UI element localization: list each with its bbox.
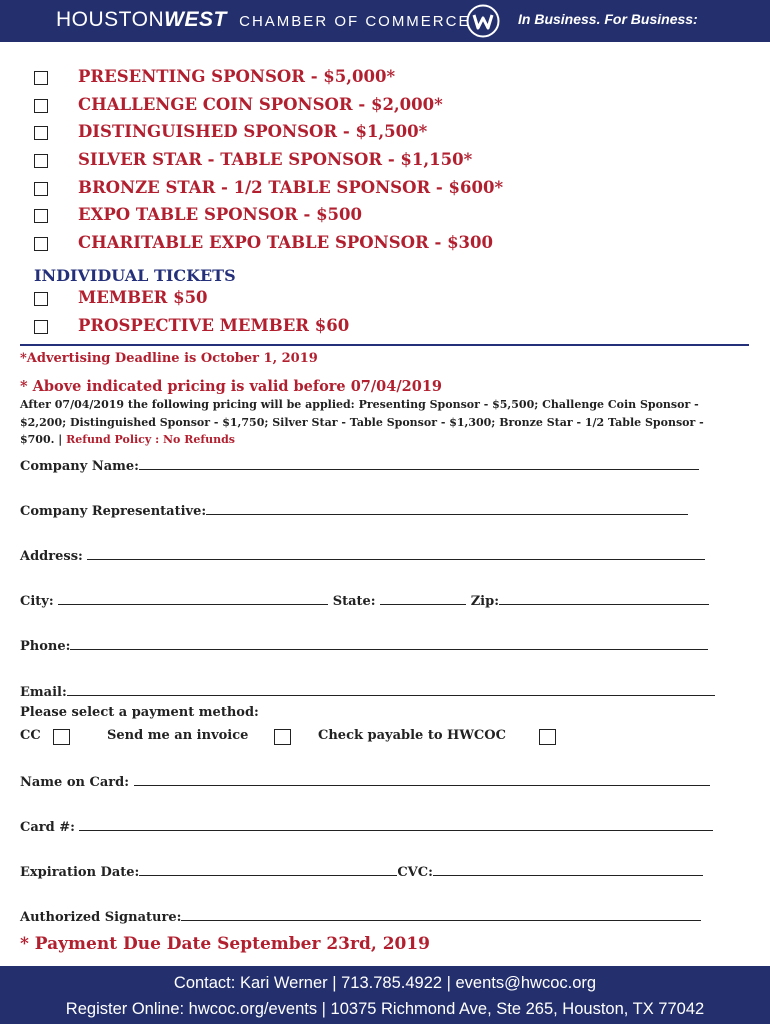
tagline: In Business. For Business: [518, 11, 698, 27]
card-number-label: Card #: [20, 820, 75, 835]
option-prospective-member: PROSPECTIVE MEMBER $60 [78, 316, 350, 335]
footer-register: Register Online: hwcoc.org/events | 10375 Richmond Ave, Ste 265, Houston, TX 77042 [65, 1000, 705, 1018]
address-field [20, 547, 705, 564]
divider [20, 344, 749, 346]
cvc-label: CVC: [397, 865, 433, 880]
brand-houston: HOUSTON [56, 8, 165, 31]
company-name-input[interactable] [139, 457, 699, 470]
checkbox-distinguished[interactable] [34, 126, 48, 140]
after-pricing-details: After 07/04/2019 the following pricing will be applied: Presenting Sponsor - $5,500; Challenge Coin Sponsor - $2,200; Distinguished Sponsor - $1,750; Silver Star - Table Sponsor - $1,300; Bronze Star - 1/2 Table Sponsor - $700. | [20, 398, 704, 446]
email-field [20, 683, 715, 700]
card-number-field [20, 818, 713, 835]
payment-cc-label: CC [20, 728, 41, 743]
email-input[interactable] [67, 683, 715, 696]
expiration-label: Expiration Date: [20, 865, 140, 880]
option-distinguished: DISTINGUISHED SPONSOR - $1,500* [78, 122, 428, 141]
company-name-label: Company Name: [20, 459, 139, 474]
signature-label: Authorized Signature: [20, 910, 182, 925]
expiration-input[interactable] [139, 863, 397, 876]
header-banner [0, 0, 770, 42]
option-challenge-coin: CHALLENGE COIN SPONSOR - $2,000* [78, 95, 443, 114]
city-state-zip-field [20, 592, 709, 609]
name-on-card-input[interactable] [134, 773, 710, 786]
zip-label: Zip: [470, 594, 500, 609]
checkbox-presenting[interactable] [34, 71, 48, 85]
pricing-note: * Above indicated pricing is valid before 07/04/2019 [20, 378, 443, 395]
option-presenting: PRESENTING SPONSOR - $5,000* [78, 67, 396, 86]
checkbox-check[interactable] [539, 729, 556, 745]
card-number-input[interactable] [79, 818, 713, 831]
payment-prompt: Please select a payment method: [20, 705, 259, 720]
after-pricing-text [20, 396, 740, 449]
phone-input[interactable] [70, 637, 708, 650]
signature-input[interactable] [181, 908, 701, 921]
zip-input[interactable] [499, 592, 709, 605]
city-label: City: [20, 594, 54, 609]
option-member: MEMBER $50 [78, 288, 208, 307]
phone-field [20, 637, 708, 654]
individual-tickets-heading: INDIVIDUAL TICKETS [34, 266, 236, 285]
option-bronze-star: BRONZE STAR - 1/2 TABLE SPONSOR - $600* [78, 178, 504, 197]
brand-west: WEST [164, 8, 227, 31]
payment-invoice-label: Send me an invoice [107, 728, 249, 743]
advertising-deadline: *Advertising Deadline is October 1, 2019 [20, 351, 318, 366]
refund-policy: Refund Policy : No Refunds [66, 433, 235, 446]
checkbox-charitable-expo[interactable] [34, 237, 48, 251]
state-input[interactable] [380, 592, 466, 605]
footer-contact: Contact: Kari Werner | 713.785.4922 | events@hwcoc.org [173, 974, 597, 992]
city-input[interactable] [58, 592, 328, 605]
address-input[interactable] [87, 547, 705, 560]
state-label: State: [332, 594, 376, 609]
checkbox-challenge-coin[interactable] [34, 99, 48, 113]
hwcoc-logo-icon [466, 4, 500, 38]
email-label: Email: [20, 685, 67, 700]
signature-field [20, 908, 701, 925]
brand-chamber: CHAMBER OF COMMERCE [239, 13, 471, 30]
expiration-cvc-field [20, 863, 703, 880]
checkbox-bronze-star[interactable] [34, 182, 48, 196]
payment-due-date: * Payment Due Date September 23rd, 2019 [20, 934, 431, 954]
option-expo-table: EXPO TABLE SPONSOR - $500 [78, 205, 362, 224]
representative-field [20, 502, 688, 519]
option-silver-star: SILVER STAR - TABLE SPONSOR - $1,150* [78, 150, 473, 169]
footer-banner [0, 966, 770, 1024]
name-on-card-field [20, 773, 710, 790]
representative-input[interactable] [206, 502, 688, 515]
option-charitable-expo: CHARITABLE EXPO TABLE SPONSOR - $300 [78, 233, 493, 252]
checkbox-invoice[interactable] [274, 729, 291, 745]
company-name-field [20, 457, 699, 474]
address-label: Address: [20, 549, 83, 564]
checkbox-prospective-member[interactable] [34, 320, 48, 334]
cvc-input[interactable] [433, 863, 703, 876]
checkbox-expo-table[interactable] [34, 209, 48, 223]
checkbox-member[interactable] [34, 292, 48, 306]
checkbox-silver-star[interactable] [34, 154, 48, 168]
chamber-brand [56, 8, 470, 32]
representative-label: Company Representative: [20, 504, 207, 519]
checkbox-cc[interactable] [53, 729, 70, 745]
payment-check-label: Check payable to HWCOC [318, 728, 506, 743]
phone-label: Phone: [20, 639, 71, 654]
name-on-card-label: Name on Card: [20, 775, 130, 790]
